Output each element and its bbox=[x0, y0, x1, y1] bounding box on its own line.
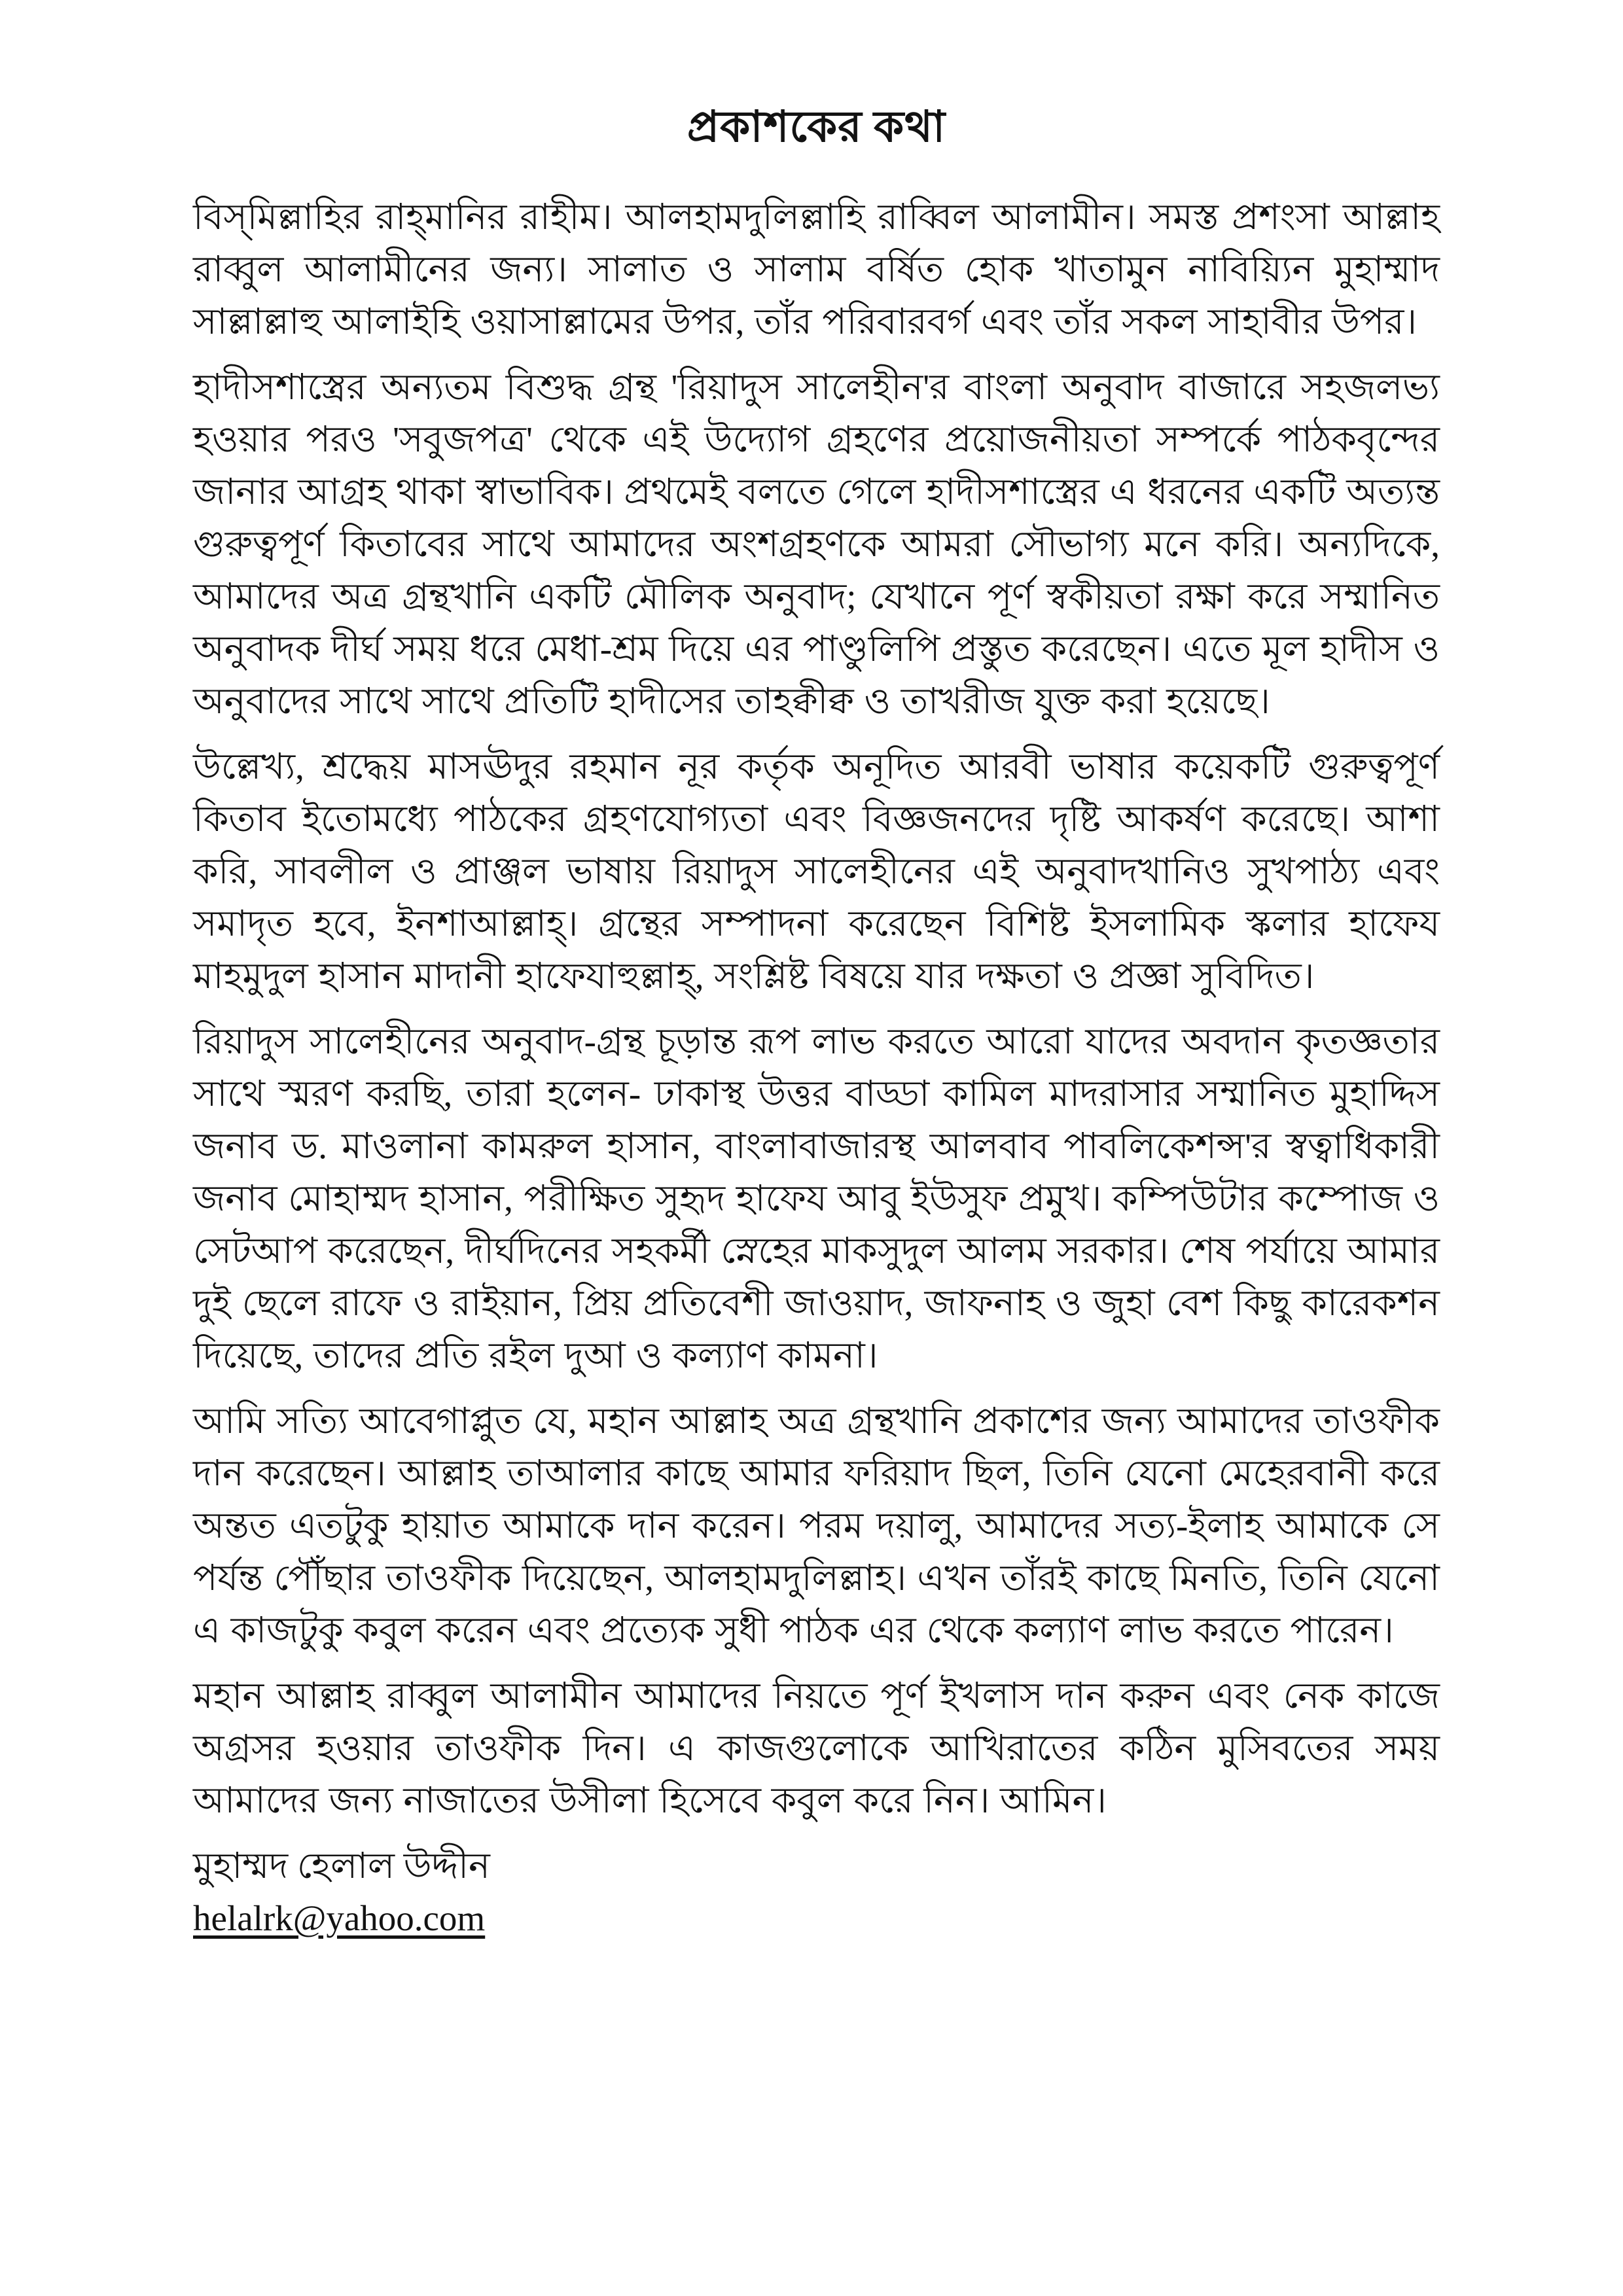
page-title: প্রকাশকের কথা bbox=[687, 103, 946, 151]
paragraph-dua: মহান আল্লাহ রাব্বুল আলামীন আমাদের নিয়তে পূর্ণ ইখলাস দান করুন এবং নেক কাজে অগ্রসর হওয়ার তাওফীক দিন। এ কাজগুলোকে আখিরাতের কঠিন মুসিবতের সময় আমাদের জন্য নাজাতের উসীলা হিসেবে কবুল করে নিন। আমিন। bbox=[193, 1676, 1440, 1820]
paragraph-background: হাদীসশাস্ত্রের অন্যতম বিশুদ্ধ গ্রন্থ 'রিয়াদুস সালেহীন'র বাংলা অনুবাদ বাজারে সহজলভ্য হওয়ার পরও 'সবুজপত্র' থেকে এই উদ্যোগ গ্রহণের প্রয়োজনীয়তা সম্পর্কে পাঠকবৃন্দের জানার আগ্রহ থাকা স্বাভাবিক। প্রথমেই বলতে গেলে হাদীসশাস্ত্রের এ ধরনের একটি অত্যন্ত গুরুত্বপূর্ণ কিতাবের সাথে আমাদের অংশগ্রহণকে আমরা সৌভাগ্য মনে করি। অন্যদিকে, আমাদের অত্র গ্রন্থখানি একটি মৌলিক অনুবাদ; যেখানে পূর্ণ স্বকীয়তা রক্ষা করে সম্মানিত অনুবাদক দীর্ঘ সময় ধরে মেধা-শ্রম দিয়ে এর পাণ্ডুলিপি প্রস্তুত করেছেন। এতে মূল হাদীস ও অনুবাদের সাথে সাথে প্রতিটি হাদীসের তাহক্বীক্ব ও তাখরীজ যুক্ত করা হয়েছে। bbox=[193, 367, 1440, 721]
author-name: মুহাম্মদ হেলাল উদ্দীন bbox=[193, 1846, 490, 1886]
text-column bbox=[193, 98, 1440, 1945]
paragraph-gratitude: আমি সত্যি আবেগাপ্লুত যে, মহান আল্লাহ অত্র গ্রন্থখানি প্রকাশের জন্য আমাদের তাওফীক দান করেছেন। আল্লাহ তাআলার কাছে আমার ফরিয়াদ ছিল, তিনি যেনো মেহেরবানী করে অন্তত এতটুকু হায়াত আমাকে দান করেন। পরম দয়ালু, আমাদের সত্য-ইলাহ আমাকে সে পর্যন্ত পৌঁছার তাওফীক দিয়েছেন, আলহামদুলিল্লাহ। এখন তাঁরই কাছে মিনতি, তিনি যেনো এ কাজটুকু কবুল করেন এবং প্রত্যেক সুধী পাঠক এর থেকে কল্যাণ লাভ করতে পারেন। bbox=[193, 1401, 1440, 1650]
author-email-link[interactable]: helalrk@yahoo.com bbox=[193, 1898, 486, 1938]
paragraph-translator-note: উল্লেখ্য, শ্রদ্ধেয় মাসঊদুর রহমান নূর কর্তৃক অনূদিত আরবী ভাষার কয়েকটি গুরুত্বপূর্ণ কিতাব ইতোমধ্যে পাঠকের গ্রহণযোগ্যতা এবং বিজ্ঞজনদের দৃষ্টি আকর্ষণ করেছে। আশা করি, সাবলীল ও প্রাঞ্জল ভাষায় রিয়াদুস সালেহীনের এই অনুবাদখানিও সুখপাঠ্য এবং সমাদৃত হবে, ইনশাআল্লাহ্‌। গ্রন্থের সম্পাদনা করেছেন বিশিষ্ট ইসলামিক স্কলার হাফেয মাহমুদুল হাসান মাদানী হাফেযাহুল্লাহ্‌, সংশ্লিষ্ট বিষয়ে যার দক্ষতা ও প্রজ্ঞা সুবিদিত। bbox=[193, 747, 1440, 996]
signature-block bbox=[193, 1840, 1440, 1945]
paragraph-bismillah: বিস্‌মিল্লাহির রাহ্‌মানির রাহীম। আলহামদুলিল্লাহি রাব্বিল আলামীন। সমস্ত প্রশংসা আল্লাহ রাব্বুল আলামীনের জন্য। সালাত ও সালাম বর্ষিত হোক খাতামুন নাবিয়্যিন মুহাম্মাদ সাল্লাল্লাহু আলাইহি ওয়াসাল্লামের উপর, তাঁর পরিবারবর্গ এবং তাঁর সকল সাহাবীর উপর। bbox=[193, 197, 1440, 342]
paragraph-acknowledgements: রিয়াদুস সালেহীনের অনুবাদ-গ্রন্থ চূড়ান্ত রূপ লাভ করতে আরো যাদের অবদান কৃতজ্ঞতার সাথে স্মরণ করছি, তারা হলেন- ঢাকাস্থ উত্তর বাড্ডা কামিল মাদরাসার সম্মানিত মুহাদ্দিস জনাব ড. মাওলানা কামরুল হাসান, বাংলাবাজারস্থ আলবাব পাবলিকেশন্স'র স্বত্বাধিকারী জনাব মোহাম্মদ হাসান, পরীক্ষিত সুহৃদ হাফেয আবু ইউসুফ প্রমুখ। কম্পিউটার কম্পোজ ও সেটআপ করেছেন, দীর্ঘদিনের সহকর্মী স্নেহের মাকসুদুল আলম সরকার। শেষ পর্যায়ে আমার দুই ছেলে রাফে ও রাইয়ান, প্রিয় প্রতিবেশী জাওয়াদ, জাফনাহ ও জুহা বেশ কিছু কারেকশন দিয়েছে, তাদের প্রতি রইল দুআ ও কল্যাণ কামনা। bbox=[193, 1021, 1440, 1375]
